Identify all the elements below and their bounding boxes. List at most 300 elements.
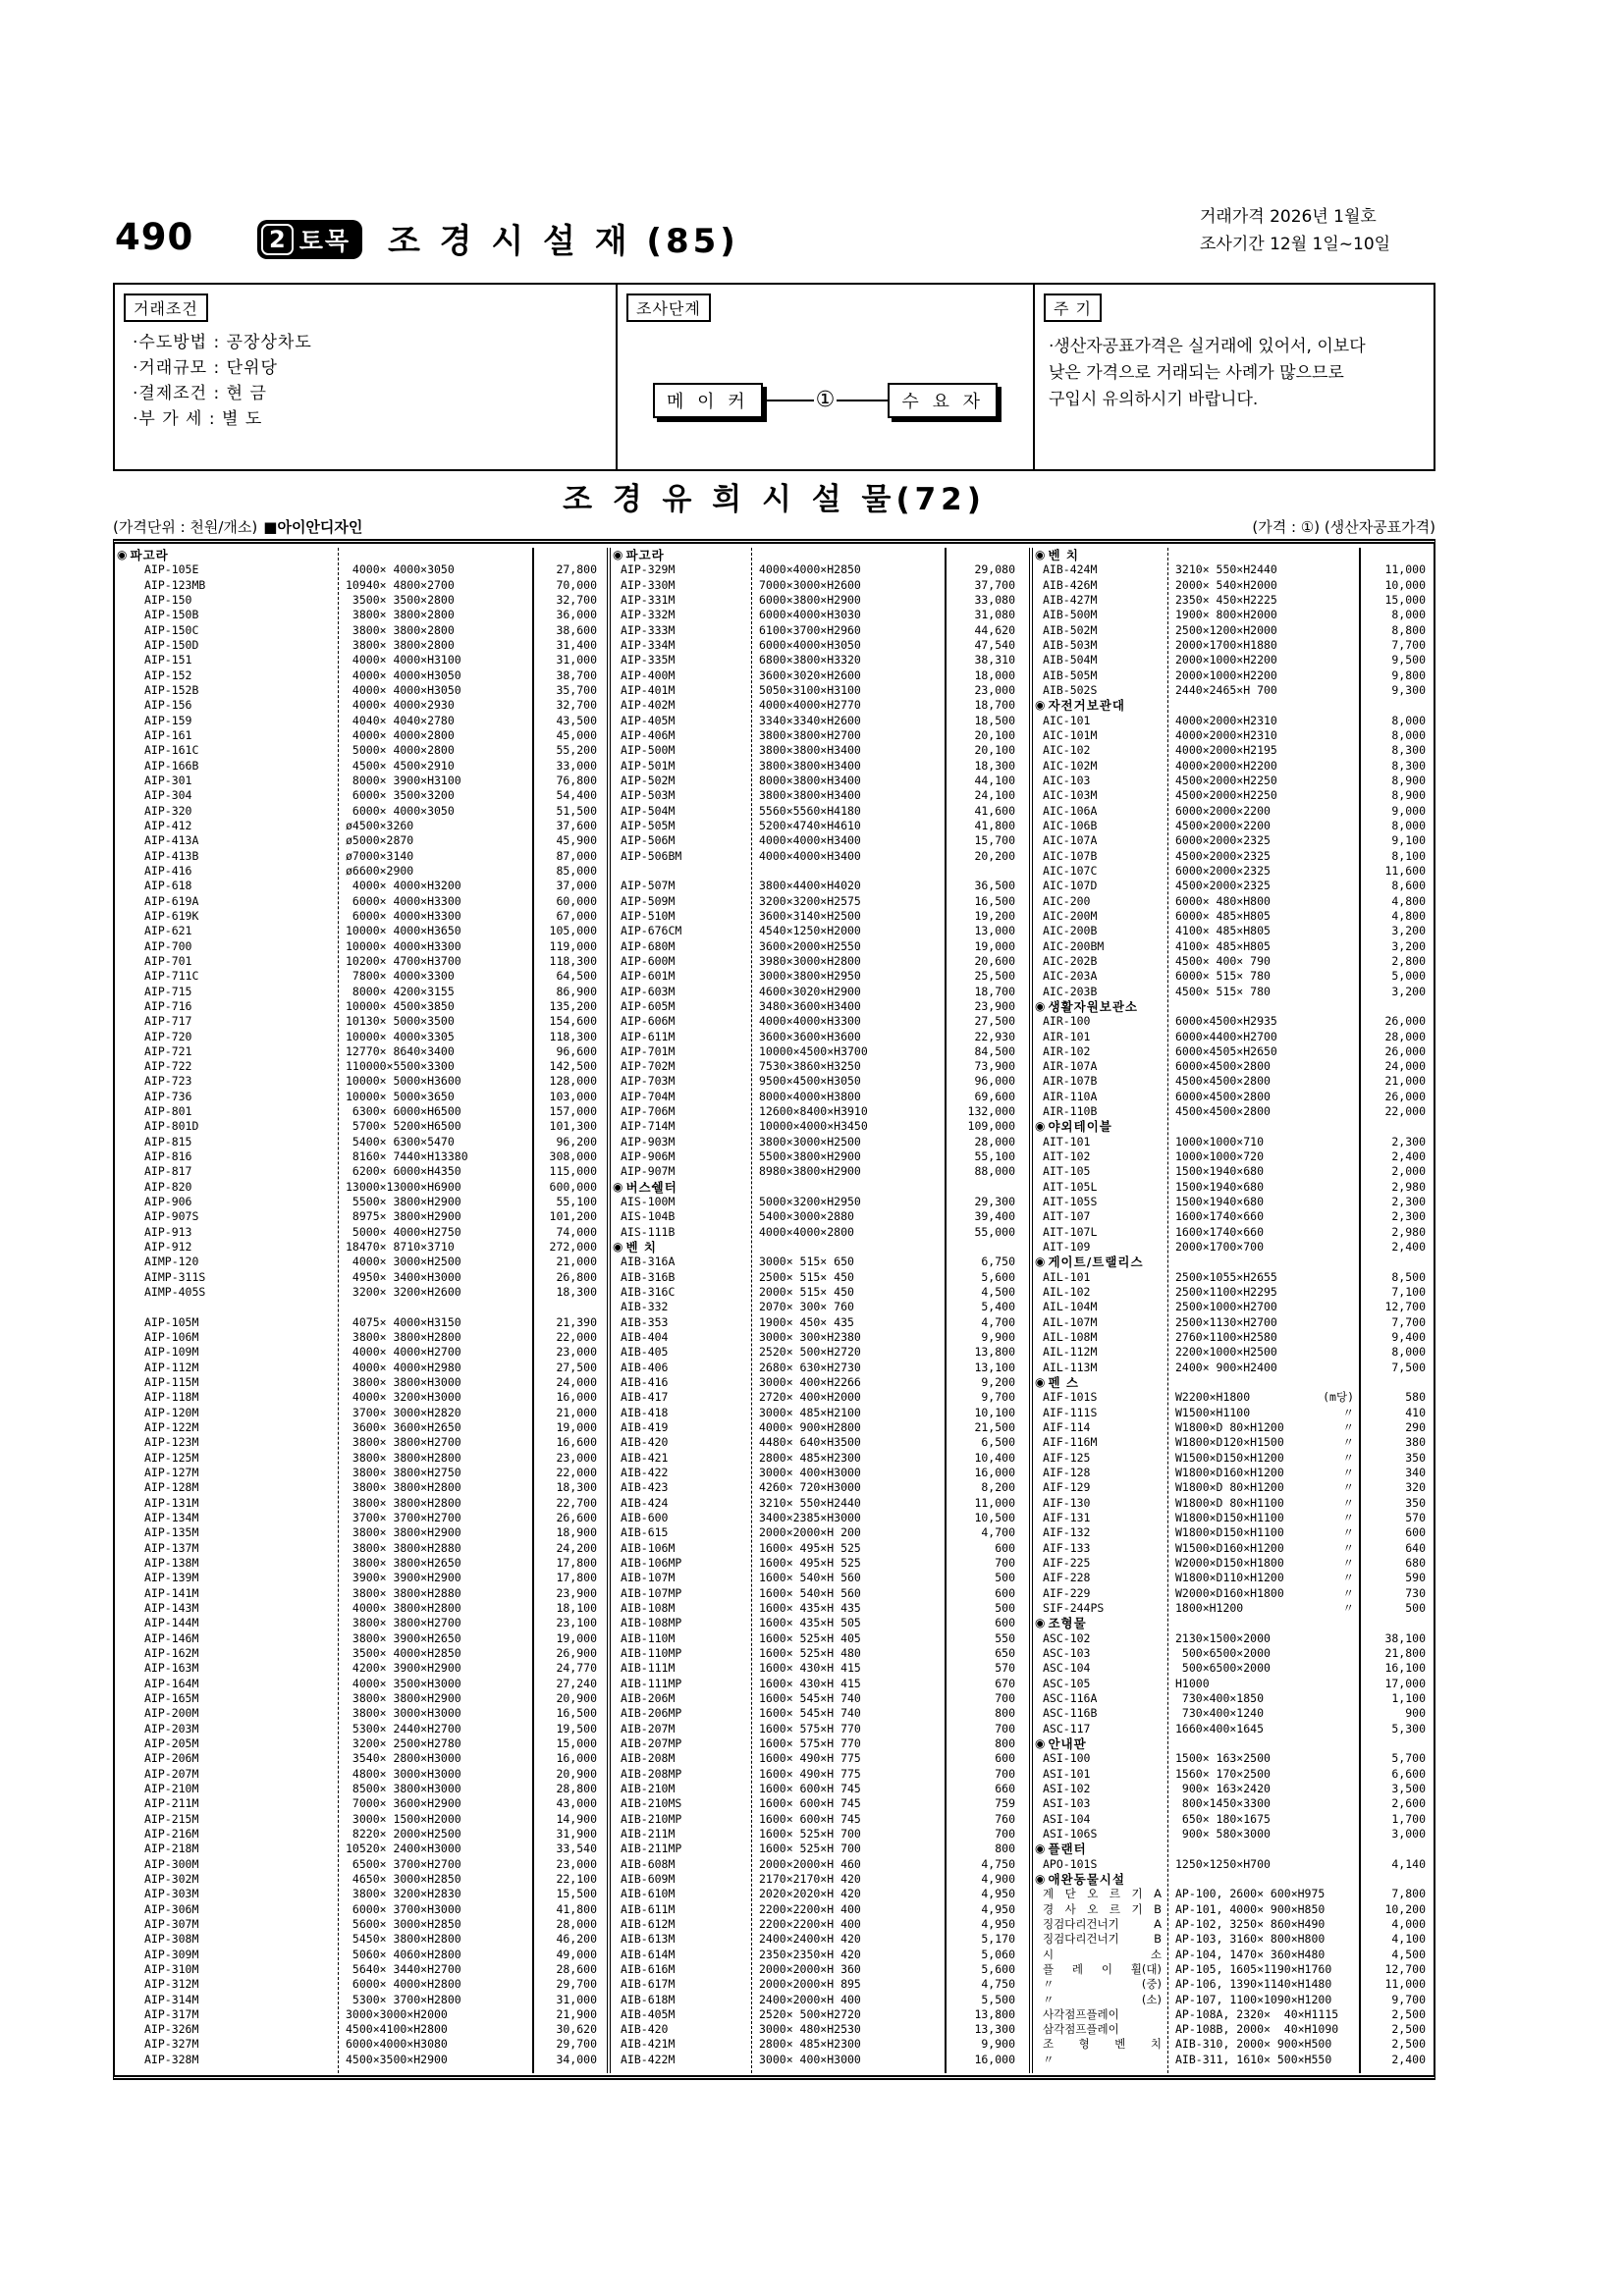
item-code: AIP-307M — [144, 1916, 199, 1931]
table-row — [1033, 1345, 1434, 1360]
table-row — [115, 1451, 607, 1466]
item-price: 30,620 — [556, 2022, 597, 2037]
item-code: ASI-100 — [1043, 1751, 1091, 1766]
item-code: AIF-125 — [1043, 1450, 1091, 1465]
item-code: AIB-206MP — [621, 1706, 682, 1721]
table-row — [611, 1149, 1029, 1164]
item-code: AIP-138M — [144, 1555, 199, 1570]
section-label: 애완동물시설 — [1048, 1871, 1125, 1887]
item-spec: 1900× 450× 435 — [759, 1314, 854, 1329]
item-spec: 2200×2200×H 400 — [759, 1916, 861, 1931]
table-row — [115, 1330, 607, 1345]
item-price: 9,300 — [1391, 682, 1426, 697]
item-code: AIP-163M — [144, 1661, 199, 1676]
item-code: ASC-117 — [1043, 1721, 1091, 1735]
item-code: AIC-200BM — [1043, 938, 1105, 953]
item-code: AIP-125M — [144, 1450, 199, 1465]
section-bullet-icon: ◉ — [1035, 1842, 1046, 1856]
section-header-row — [115, 548, 607, 562]
item-code: AIP-312M — [144, 1977, 199, 1992]
item-price: 2,300 — [1391, 1209, 1426, 1224]
item-price: 2,400 — [1391, 1240, 1426, 1255]
trade-conditions-lines — [133, 330, 616, 432]
section-header-row — [1033, 1736, 1434, 1751]
item-price: 3,000 — [1391, 1826, 1426, 1841]
section-header-row — [1033, 1119, 1434, 1134]
item-code: AIP-118M — [144, 1390, 199, 1405]
item-spec: W1800×D 80×H1200 〃 — [1175, 1480, 1354, 1495]
item-code: 플 레 이 휠(대) — [1043, 1961, 1162, 1976]
unit-note: 〃 — [1342, 1435, 1354, 1450]
table-row — [611, 1466, 1029, 1480]
table-row — [1033, 1556, 1434, 1571]
item-spec: 4000× 4000×H3050 — [346, 682, 461, 697]
item-spec: 10000×4500×H3700 — [759, 1043, 868, 1058]
item-code: AIB-210MS — [621, 1796, 682, 1811]
table-row — [611, 1601, 1029, 1616]
item-price: 500 — [1405, 1600, 1426, 1615]
table-row — [115, 1255, 607, 1269]
item-spec: 12600×8400×H3910 — [759, 1104, 868, 1119]
table-row — [611, 1044, 1029, 1059]
item-code: 삼각점프플레이 — [1043, 2022, 1119, 2037]
item-code: AIP-205M — [144, 1735, 199, 1750]
item-code: AIB-111M — [621, 1661, 676, 1676]
table-row — [115, 1586, 607, 1601]
table-row — [611, 1872, 1029, 1887]
item-spec: 4000× 4000×2930 — [346, 698, 455, 713]
item-spec: 1900× 800×H2000 — [1175, 608, 1277, 622]
item-code: ASC-104 — [1043, 1661, 1091, 1676]
section-label: 안내판 — [1048, 1735, 1087, 1751]
item-price: 26,000 — [1384, 1014, 1426, 1029]
item-spec: H1000 — [1175, 1676, 1210, 1690]
section-label: 벤 치 — [1048, 548, 1079, 562]
item-spec: 4500×2000×2325 — [1175, 848, 1271, 863]
item-code: AIL-108M — [1043, 1330, 1098, 1345]
item-spec: 1600× 435×H 505 — [759, 1616, 861, 1630]
item-spec: AP-103, 3160× 800×H800 — [1175, 1932, 1326, 1947]
note-box — [1033, 285, 1434, 469]
item-price: 380 — [1405, 1435, 1426, 1450]
item-price: 20,100 — [974, 743, 1015, 758]
item-spec: 8500× 3800×H3000 — [346, 1781, 461, 1795]
table-row — [1033, 969, 1434, 984]
item-spec: 2400×2000×H 400 — [759, 1992, 861, 2006]
table-row — [611, 1932, 1029, 1947]
table-row — [115, 1948, 607, 1962]
table-row — [1033, 1525, 1434, 1540]
item-price: 21,000 — [556, 1405, 597, 1419]
item-spec: 4500×2000×H2250 — [1175, 788, 1277, 803]
item-price: 34,000 — [556, 2052, 597, 2066]
note-text — [1049, 334, 1424, 413]
item-code: AIP-150B — [144, 608, 199, 622]
item-spec: 4000× 4000×2800 — [346, 727, 455, 742]
table-row — [611, 2007, 1029, 2022]
item-price: 33,080 — [974, 592, 1015, 607]
item-code: AIC-202B — [1043, 953, 1098, 968]
item-spec: 4000× 900×H2800 — [759, 1420, 861, 1435]
item-code: AIC-101 — [1043, 713, 1091, 727]
badge-label: 토목 — [298, 227, 352, 255]
item-price: 49,000 — [556, 1947, 597, 1961]
item-spec: 3800× 3800×H2700 — [346, 1435, 461, 1450]
item-price: 600 — [995, 1540, 1015, 1555]
item-spec: AP-107, 1100×1090×H1200 — [1175, 1992, 1332, 2006]
table-row — [115, 1872, 607, 1887]
item-code: AIC-107D — [1043, 879, 1098, 893]
item-spec: 1600× 430×H 415 — [759, 1661, 861, 1676]
blank-row — [115, 1300, 607, 1314]
item-price: 4,500 — [981, 1285, 1015, 1300]
item-spec: 3800× 3800×H2650 — [346, 1555, 461, 1570]
item-spec: 2520× 500×H2720 — [759, 2006, 861, 2021]
item-price: 350 — [1405, 1495, 1426, 1510]
item-price: 16,500 — [556, 1706, 597, 1721]
item-price: 22,700 — [556, 1495, 597, 1510]
item-price: 2,980 — [1391, 1224, 1426, 1239]
item-spec: 4500× 400× 790 — [1175, 953, 1271, 968]
table-row — [1033, 1962, 1434, 1977]
table-row — [115, 909, 607, 924]
table-row — [115, 1677, 607, 1691]
unit-note: 〃 — [1342, 1600, 1354, 1615]
item-price: 680 — [1405, 1555, 1426, 1570]
item-price: 9,200 — [981, 1375, 1015, 1390]
item-price: 10,200 — [1384, 1901, 1426, 1916]
section-label: 파고라 — [130, 548, 169, 562]
table-row — [1033, 593, 1434, 608]
table-row — [1033, 1812, 1434, 1827]
item-price: 31,000 — [556, 653, 597, 667]
item-spec: 5700× 5200×H6500 — [346, 1119, 461, 1134]
item-spec: 2500× 515× 450 — [759, 1269, 854, 1284]
table-row — [611, 1420, 1029, 1435]
item-price: 4,950 — [981, 1887, 1015, 1901]
item-code: AIMP-311S — [144, 1269, 206, 1284]
item-code: AIP-151 — [144, 653, 192, 667]
table-row — [611, 1104, 1029, 1119]
item-spec: 2500×1055×H2655 — [1175, 1269, 1277, 1284]
item-price: 24,000 — [1384, 1059, 1426, 1074]
item-price: 8,800 — [1391, 622, 1426, 637]
table-row — [611, 774, 1029, 788]
table-row — [1033, 653, 1434, 667]
item-spec: 1600×1740×660 — [1175, 1224, 1265, 1239]
item-price: 38,310 — [974, 653, 1015, 667]
item-code: AIB-424 — [621, 1495, 669, 1510]
item-price: 9,000 — [1391, 803, 1426, 818]
item-code: AIB-107MP — [621, 1585, 682, 1600]
item-price: 76,800 — [556, 773, 597, 787]
item-spec: 4000× 4000×H3200 — [346, 879, 461, 893]
table-row — [115, 1525, 607, 1540]
item-code: AIB-206M — [621, 1690, 676, 1705]
table-row — [1033, 1496, 1434, 1511]
table-row — [115, 788, 607, 803]
item-price: 8,500 — [1391, 1269, 1426, 1284]
item-code: 〃 — [1043, 2052, 1055, 2066]
item-price: 84,500 — [974, 1043, 1015, 1058]
item-price: 290 — [1405, 1420, 1426, 1435]
item-code: AIR-101 — [1043, 1029, 1091, 1043]
table-row — [611, 1164, 1029, 1179]
item-code: APO-101S — [1043, 1856, 1098, 1871]
table-row — [1033, 638, 1434, 653]
table-row — [115, 1225, 607, 1240]
table-row — [1033, 1225, 1434, 1240]
item-price: 24,100 — [974, 788, 1015, 803]
item-price: 32,700 — [556, 698, 597, 713]
item-code: AIP-412 — [144, 818, 192, 832]
table-row — [1033, 1541, 1434, 1556]
item-spec: 3800× 3800×H2700 — [346, 1616, 461, 1630]
item-code: AIB-108M — [621, 1600, 676, 1615]
item-spec: 7800× 4000×3300 — [346, 969, 455, 984]
section-header-row — [611, 1240, 1029, 1255]
table-row — [1033, 788, 1434, 803]
item-price: 2,500 — [1391, 2037, 1426, 2052]
item-price: 12,700 — [1384, 1300, 1426, 1314]
item-spec: 3800×3800×H2700 — [759, 727, 861, 742]
item-price: 20,100 — [974, 727, 1015, 742]
item-price: 1,100 — [1391, 1690, 1426, 1705]
item-price: 37,700 — [974, 577, 1015, 592]
item-code: AIB-108MP — [621, 1616, 682, 1630]
item-code: AIB-106MP — [621, 1555, 682, 1570]
item-spec: 10000×4000×H3450 — [759, 1119, 868, 1134]
table-row — [115, 939, 607, 954]
item-spec: 3210× 550×H2440 — [1175, 562, 1277, 577]
item-price: 5,500 — [981, 1992, 1015, 2006]
item-price: 54,400 — [556, 788, 597, 803]
item-price: 600 — [995, 1616, 1015, 1630]
item-code: AIB-420 — [621, 2022, 669, 2037]
item-price: 24,200 — [556, 1540, 597, 1555]
item-price: 19,000 — [556, 1630, 597, 1645]
table-row — [1033, 1751, 1434, 1766]
item-spec: 4000×4000×2800 — [759, 1224, 854, 1239]
table-row — [115, 1646, 607, 1661]
table-row — [611, 668, 1029, 683]
item-code: AIC-200 — [1043, 893, 1091, 908]
item-price: 500 — [995, 1600, 1015, 1615]
price-stage-circle: ① — [815, 388, 836, 412]
item-code: AIP-413A — [144, 833, 199, 848]
item-code: AIC-106A — [1043, 803, 1098, 818]
item-spec: 730×400×1850 — [1175, 1690, 1265, 1705]
item-spec: 1600× 600×H 745 — [759, 1781, 861, 1795]
item-spec: 6000× 485×H805 — [1175, 908, 1271, 923]
item-code: AIS-100M — [621, 1195, 676, 1209]
item-spec: 6000× 3500×3200 — [346, 788, 455, 803]
item-code: AIP-161C — [144, 743, 199, 758]
item-price: 2,000 — [1391, 1164, 1426, 1179]
table-row — [115, 1887, 607, 1901]
item-spec: 4500×2000×H2250 — [1175, 773, 1277, 787]
item-code: AIL-107M — [1043, 1314, 1098, 1329]
section-bullet-icon: ◉ — [613, 548, 623, 561]
item-price: 31,900 — [556, 1826, 597, 1841]
item-price: 15,500 — [556, 1887, 597, 1901]
item-price: 31,000 — [556, 1992, 597, 2006]
table-row — [611, 1571, 1029, 1585]
item-spec: 4000× 3500×H3000 — [346, 1676, 461, 1690]
item-price: 4,100 — [1391, 1932, 1426, 1947]
item-spec: 3800×4400×H4020 — [759, 879, 861, 893]
item-code: AIC-107A — [1043, 833, 1098, 848]
item-spec: 3800×3800×H3400 — [759, 743, 861, 758]
table-row — [611, 985, 1029, 999]
table-row — [611, 1315, 1029, 1330]
item-spec: 3800× 3800×H2880 — [346, 1585, 461, 1600]
item-spec: 5050×3100×H3100 — [759, 682, 861, 697]
item-code: AIP-716 — [144, 998, 192, 1013]
table-row — [1033, 849, 1434, 864]
table-row — [611, 1993, 1029, 2007]
item-spec: 3800× 3900×H2650 — [346, 1630, 461, 1645]
table-row — [115, 1480, 607, 1495]
item-code: AIP-164M — [144, 1676, 199, 1690]
item-price: 9,900 — [981, 2037, 1015, 2052]
table-row — [1033, 1917, 1434, 1932]
item-price: 550 — [995, 1630, 1015, 1645]
table-row — [611, 698, 1029, 713]
table-row — [611, 1345, 1029, 1360]
item-code: AIP-600M — [621, 953, 676, 968]
item-spec: 3000×3800×H2950 — [759, 969, 861, 984]
note-line: 구입시 유의하시기 바랍니다. — [1049, 390, 1259, 409]
item-spec: W1800×D110×H1200 〃 — [1175, 1571, 1354, 1585]
item-price: 4,500 — [1391, 1947, 1426, 1961]
table-row — [611, 924, 1029, 938]
table-row — [1033, 1767, 1434, 1782]
item-code: AIR-107A — [1043, 1059, 1098, 1074]
item-price: 55,100 — [556, 1195, 597, 1209]
item-price: 6,750 — [981, 1255, 1015, 1269]
item-spec: 6000×2000×2325 — [1175, 833, 1271, 848]
item-price: 600 — [995, 1585, 1015, 1600]
table-row — [115, 1917, 607, 1932]
item-spec: 3700× 3700×H2700 — [346, 1511, 461, 1524]
item-spec: 6000× 4000×H3300 — [346, 893, 461, 908]
item-spec: 3600×2000×H2550 — [759, 938, 861, 953]
item-spec: 8000×4000×H3800 — [759, 1089, 861, 1103]
table-row — [115, 608, 607, 622]
item-spec: 2070× 300× 760 — [759, 1300, 854, 1314]
item-spec: 3800× 3800×H2800 — [346, 1480, 461, 1495]
item-price: 22,000 — [556, 1330, 597, 1345]
item-spec: 3800× 3800×2800 — [346, 637, 455, 652]
item-spec: 900× 580×3000 — [1175, 1826, 1271, 1841]
item-price: 16,000 — [974, 2052, 1015, 2066]
item-code: AIP-330M — [621, 577, 676, 592]
item-spec: 2020×2020×H 420 — [759, 1887, 861, 1901]
item-code: AIB-610M — [621, 1887, 676, 1901]
item-price: 4,700 — [981, 1314, 1015, 1329]
item-price: 88,000 — [974, 1164, 1015, 1179]
item-code: AIP-401M — [621, 682, 676, 697]
item-price: 23,900 — [556, 1585, 597, 1600]
item-code: AIB-418 — [621, 1405, 669, 1419]
table-row — [611, 1285, 1029, 1300]
item-spec: 10940× 4800×2700 — [346, 577, 455, 592]
item-code: AIC-200M — [1043, 908, 1098, 923]
item-price: 1,700 — [1391, 1811, 1426, 1826]
item-price: 4,700 — [981, 1525, 1015, 1540]
item-price: 101,300 — [549, 1119, 597, 1134]
item-code: AIP-603M — [621, 984, 676, 998]
item-spec: 6000×4500×2800 — [1175, 1059, 1271, 1074]
item-code: AIP-500M — [621, 743, 676, 758]
item-spec: 2170×2170×H 420 — [759, 1871, 861, 1886]
item-price: 27,800 — [556, 562, 597, 577]
item-code: AIP-723 — [144, 1074, 192, 1089]
condition-boxes — [113, 283, 1435, 471]
item-price: 36,500 — [974, 879, 1015, 893]
item-price: 44,620 — [974, 622, 1015, 637]
item-price: 3,200 — [1391, 924, 1426, 938]
item-spec: W2000×D160×H1800 〃 — [1175, 1585, 1354, 1600]
item-price: 8,300 — [1391, 758, 1426, 773]
table-row — [115, 578, 607, 593]
item-code: AIP-150D — [144, 637, 199, 652]
item-code: ASI-104 — [1043, 1811, 1091, 1826]
table-row — [115, 1857, 607, 1872]
item-code: AIP-700 — [144, 938, 192, 953]
table-row — [611, 743, 1029, 758]
table-row — [115, 638, 607, 653]
unit-note: 〃 — [1342, 1495, 1354, 1510]
item-price: 730 — [1405, 1585, 1426, 1600]
item-price: 500 — [995, 1571, 1015, 1585]
table-row — [1033, 1586, 1434, 1601]
item-spec: 6100×3700×H2960 — [759, 622, 861, 637]
table-row — [611, 1225, 1029, 1240]
item-spec: 4500×2000×2200 — [1175, 818, 1271, 832]
item-code: AIP-820 — [144, 1179, 192, 1194]
item-spec: AIB-311, 1610× 500×H550 — [1175, 2052, 1332, 2066]
item-spec: 8000×3800×H3400 — [759, 773, 861, 787]
item-code: AIP-402M — [621, 698, 676, 713]
item-spec: 3000× 400×H2266 — [759, 1375, 861, 1390]
page-number: 490 — [115, 216, 194, 258]
item-price: 8,000 — [1391, 818, 1426, 832]
item-code: AIP-308M — [144, 1932, 199, 1947]
item-code: 〃 (소) — [1043, 1992, 1162, 2006]
section-label: 버스쉘터 — [625, 1179, 677, 1195]
table-row — [1033, 833, 1434, 848]
item-spec: 10520× 2400×H3000 — [346, 1842, 461, 1856]
issue-line-1: 거래가격 2026년 1월호 — [1200, 207, 1377, 227]
item-price: 2,500 — [1391, 2006, 1426, 2021]
table-row — [1033, 1435, 1434, 1450]
item-spec: W1800×D 80×H1100 〃 — [1175, 1495, 1354, 1510]
item-spec: 2350× 450×H2225 — [1175, 592, 1277, 607]
item-code: AIP-619A — [144, 893, 199, 908]
item-spec: AP-106, 1390×1140×H1480 — [1175, 1977, 1332, 1992]
item-spec: 10000× 4000×3305 — [346, 1029, 455, 1043]
item-spec: 3800× 3800×H2800 — [346, 1495, 461, 1510]
item-code: AIMP-120 — [144, 1255, 199, 1269]
table-row — [115, 1074, 607, 1089]
item-code: AIB-419 — [621, 1420, 669, 1435]
item-spec: 1660×400×1645 — [1175, 1721, 1265, 1735]
item-spec: 3340×3340×H2600 — [759, 713, 861, 727]
table-row — [1033, 1104, 1434, 1119]
item-code: AIB-422M — [621, 2052, 676, 2066]
